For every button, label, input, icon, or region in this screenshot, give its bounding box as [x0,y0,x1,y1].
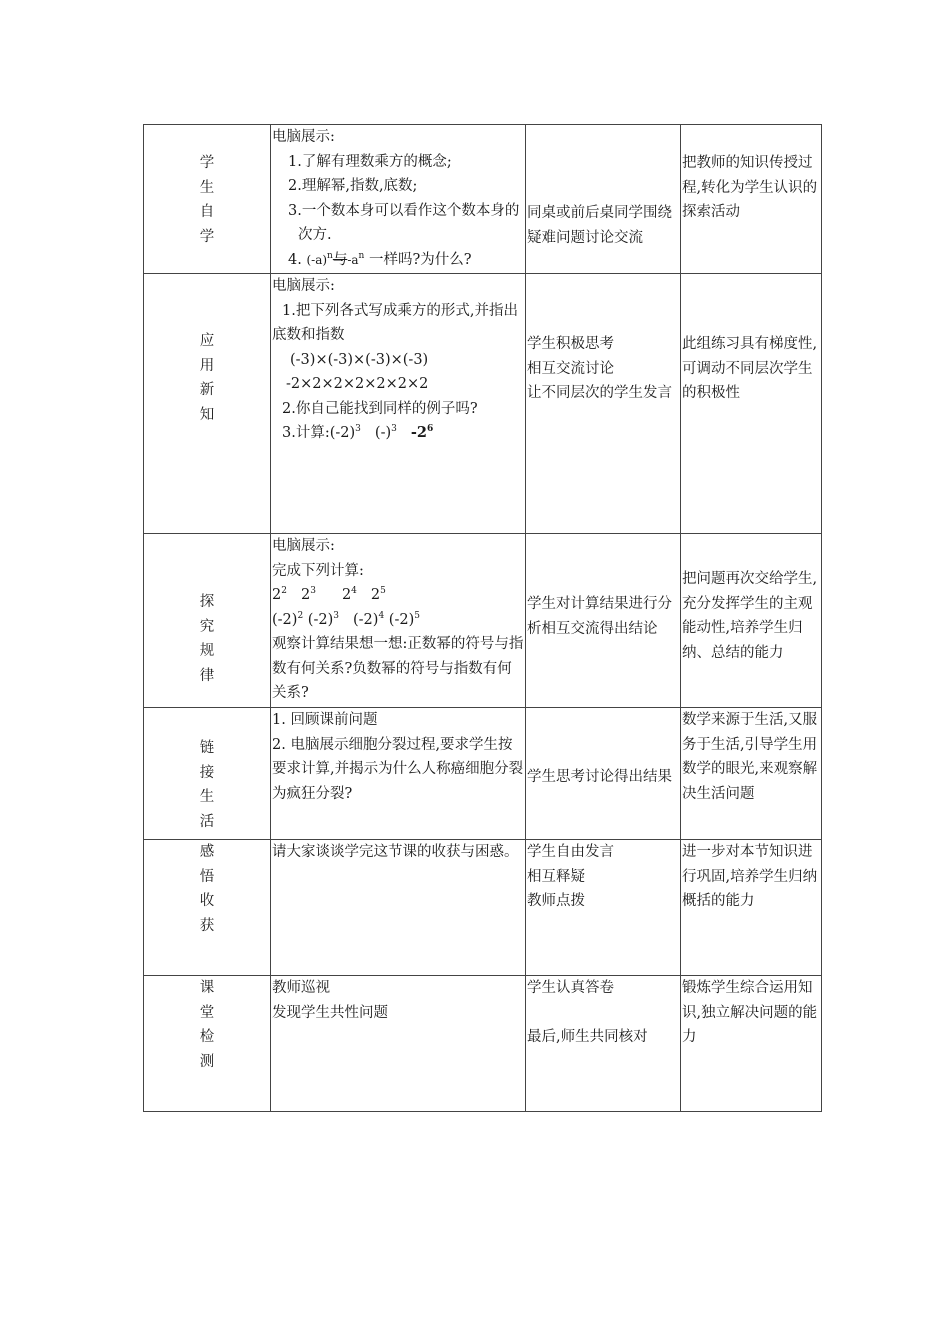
stage-cell [144,976,271,1112]
content-text: 4. [288,251,302,268]
stage-char: 用 [199,357,215,374]
student-activity: 学生对计算结果进行分析相互交流得出结论 [527,596,672,637]
content-header: 电脑展示: [272,538,335,554]
student-activity: 学生认真答卷 [527,980,614,996]
content-item: 2. 电脑展示细胞分裂过程,要求学生按要求计算,并揭示为什么人称癌细胞分裂为疯狂分裂? [272,736,524,802]
content-text: 3.一个数本身可以看作这个数本身的 [288,202,520,219]
stage-char: 检 [199,1029,215,1045]
content-text: 与 [332,251,348,268]
exponent: 6 [426,424,434,434]
exponent: 4 [378,610,385,621]
content-item [272,583,525,608]
content-item: 完成下列计算: [272,562,364,579]
content-header: 电脑展示: [272,129,335,145]
design-purpose-cell [681,274,822,534]
design-purpose: 数学来源于生活,又服务于生活,引导学生用数学的眼光,来观察解决生活问题 [682,712,818,802]
content-item: 发现学生共性问题 [272,1004,388,1021]
content-text: (-2) [388,611,415,628]
content-text: (-2) [352,611,379,628]
content-cell [271,274,526,534]
content-item: 1. 回顾课前问题 [272,712,378,728]
content-item: 观察计算结果想一想:正数幂的符号与指数有何关系?负数幂的符号与指数有何关系? [272,636,524,701]
content-item: 教师巡视 [272,980,330,996]
content-cell [271,125,526,274]
exponent: 3 [310,586,316,596]
design-purpose-cell [681,976,822,1112]
student-activity-cell [526,125,681,274]
content-cell [271,534,526,708]
content-item [272,608,525,633]
stage-char: 生 [199,179,215,196]
design-purpose-cell [681,534,822,708]
content-item [272,199,525,248]
exponent: 5 [414,610,420,621]
student-activity: 同桌或前后桌同学围绕疑难问题讨论交流 [527,205,672,246]
student-activity: 学生自由发言 [527,844,614,860]
exponent: 3 [333,610,339,621]
stage-char: 收 [199,893,215,909]
content-text: (-2) [307,611,334,628]
content-text: 次方. [298,227,332,243]
content-text: (-a) [306,252,328,267]
content-item: 1.了解有理数乘方的概念; [288,153,452,170]
stage-char: 接 [199,764,215,781]
content-text: -2 [410,424,427,441]
stage-char: 堂 [199,1004,215,1021]
content-item [272,248,525,273]
stage-char: 学 [199,155,215,171]
design-purpose: 把问题再次交给学生,充分发挥学生的主观能动性,培养学生归纳、总结的能力 [682,571,818,661]
content-item: 1.把下列各式写成乘方的形式,并指出底数和指数 [272,302,518,343]
stage-char: 悟 [199,868,215,885]
student-activity: 最后,师生共同核对 [527,1028,648,1045]
design-purpose: 锻炼学生综合运用知识,独立解决问题的能力 [682,980,818,1045]
content-item: 2.理解幂,指数,底数; [288,178,418,194]
content-text: 3.计算:(-2) [282,425,356,441]
content-cell [271,708,526,840]
content-text: (-2) [272,611,298,628]
content-item [272,421,525,446]
student-activity-cell [526,840,681,976]
stage-char: 新 [199,382,215,398]
stage-cell [144,534,271,708]
design-purpose-cell [681,125,822,274]
exponent: 5 [380,586,386,596]
stage-char: 究 [199,618,215,635]
table-row [144,708,822,840]
content-text: 2 [370,587,381,603]
stage-cell [144,840,271,976]
stage-cell [144,125,271,274]
student-activity-cell [526,534,681,708]
stage-char: 获 [199,917,215,934]
content-item: 2.你自己能找到同样的例子吗? [282,400,478,417]
design-purpose-cell [681,708,822,840]
table-row [144,976,822,1112]
student-activity-cell [526,708,681,840]
content-item: (-3)×(-3)×(-3)×(-3) [290,351,429,368]
student-activity: 教师点拨 [527,893,585,909]
design-purpose-cell [681,840,822,976]
student-activity: 让不同层次的学生发言 [527,385,672,401]
stage-char: 律 [199,667,215,684]
content-text: (-) [374,425,392,441]
design-purpose: 把教师的知识传授过程,转化为学生认识的探索活动 [682,155,818,220]
table-row [144,274,822,534]
stage-char: 课 [199,980,215,996]
exponent: n [327,250,333,261]
exponent: n [358,250,365,261]
stage-cell [144,274,271,534]
design-purpose: 进一步对本节知识进行巩固,培养学生归纳概括的能力 [682,844,818,909]
exponent: 2 [281,586,287,596]
content-text: 一样吗?为什么? [368,251,472,268]
content-header: 电脑展示: [272,278,335,294]
exponent: 3 [391,424,397,434]
exponent: 4 [351,586,357,596]
stage-char: 知 [199,406,215,423]
stage-char: 规 [199,643,215,659]
lesson-plan-table [143,124,822,1112]
stage-cell [144,708,271,840]
student-activity: 学生思考讨论得出结果 [527,769,672,785]
design-purpose: 此组练习具有梯度性,可调动不同层次学生的积极性 [682,336,818,401]
stage-char: 探 [199,594,215,610]
content-text: -a [347,252,359,267]
student-activity: 相互交流讨论 [527,360,614,377]
table-row [144,125,822,274]
stage-char: 生 [199,789,215,805]
exponent: 2 [297,610,304,621]
student-activity-cell [526,976,681,1112]
content-text: 2 [272,587,282,603]
content-item: -2×2×2×2×2×2×2 [286,376,429,392]
stage-char: 链 [199,740,215,756]
content-text: 2 [341,587,352,603]
content-cell [271,840,526,976]
stage-char: 应 [199,333,215,349]
stage-char: 学 [199,228,215,245]
table-row [144,534,822,708]
content-cell [271,976,526,1112]
student-activity: 学生积极思考 [527,336,614,352]
student-activity-cell [526,274,681,534]
stage-char: 感 [199,844,215,860]
stage-char: 自 [199,204,215,220]
exponent: 3 [355,424,361,434]
student-activity: 相互释疑 [527,868,585,885]
content-item: 请大家谈谈学完这节课的收获与困惑。 [272,844,519,860]
stage-char: 活 [199,813,215,830]
stage-char: 测 [199,1053,215,1070]
table-row [144,840,822,976]
content-text: 2 [300,587,311,603]
